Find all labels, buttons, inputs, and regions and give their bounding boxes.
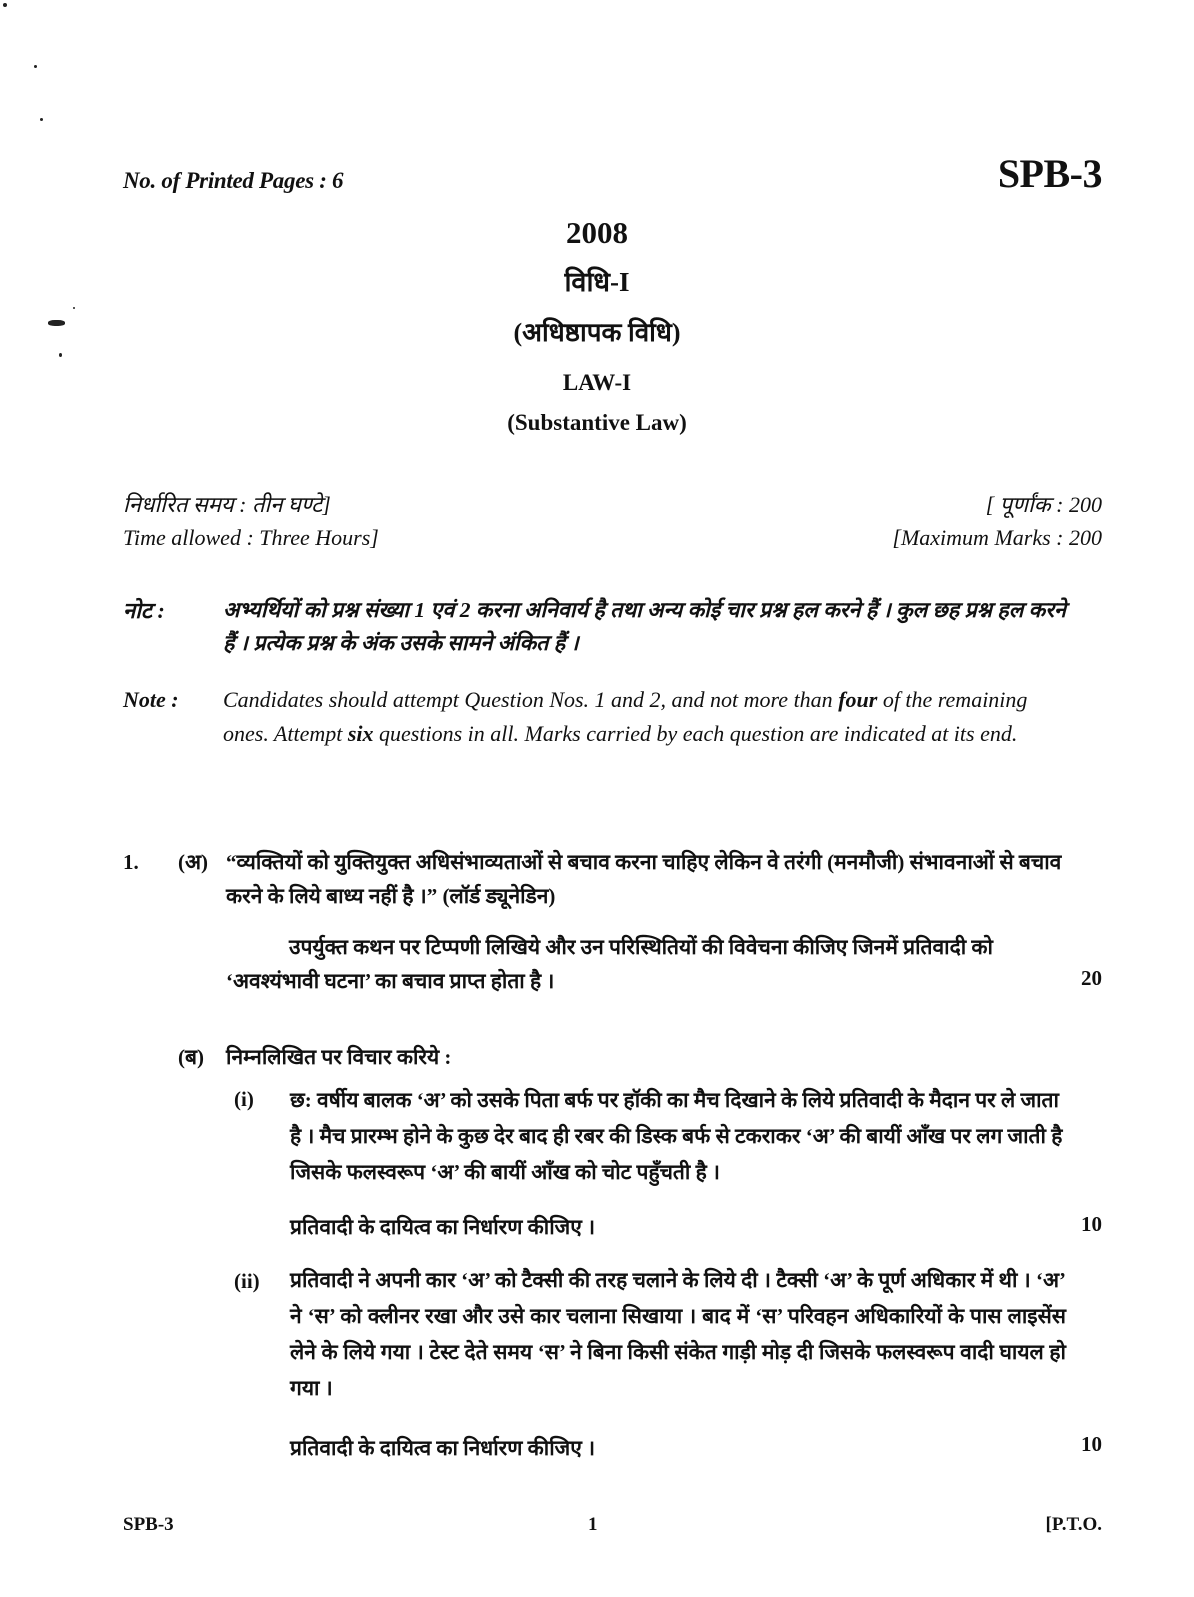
- title-english: LAW-I: [562, 370, 632, 395]
- scan-speck: [34, 65, 37, 68]
- note-emphasis: छह: [932, 598, 960, 622]
- marks-english: [Maximum Marks : 200: [892, 525, 1102, 550]
- note-text-segment: of the remaining ones. Attempt: [223, 687, 1028, 746]
- note-emphasis: चार: [725, 598, 754, 622]
- note-english: [123, 683, 1068, 751]
- subpart-i-marks: 10: [1081, 1212, 1102, 1236]
- page-number: 1: [588, 1514, 598, 1535]
- note-text-segment: प्रश्न हल करने हैं । प्रत्येक प्रश्न के अंक उसके सामने अंकित हैं ।: [223, 598, 1066, 655]
- note-text-segment: अभ्यर्थियों को प्रश्न संख्या 1 एवं 2 करना अनिवार्य है तथा अन्य कोई: [223, 598, 726, 622]
- scan-speck: [3, 3, 7, 7]
- printed-pages-count: No. of Printed Pages : 6: [123, 168, 344, 193]
- scan-speck: [73, 307, 75, 309]
- subpart-ii-label: (ii): [234, 1269, 260, 1293]
- marks-hindi: [ पूर्णांक : 200: [985, 492, 1102, 517]
- note-emphasis: six: [347, 721, 374, 746]
- scan-speck: [40, 118, 43, 121]
- note-english-label: Note :: [123, 687, 179, 712]
- please-turn-over: [P.T.O.: [1045, 1514, 1102, 1535]
- subpart-ii-marks: 10: [1081, 1432, 1102, 1456]
- subtitle-hindi: (अधिष्ठापक विधि): [513, 318, 681, 347]
- part-b-intro: निम्नलिखित पर विचार करिये :: [226, 1045, 452, 1069]
- note-text-segment: questions in all. Marks carried by each question are indicated at its end.: [373, 721, 1018, 746]
- time-hindi: निर्धारित समय : तीन घण्टे]: [123, 492, 331, 517]
- part-a-label: (अ): [178, 850, 209, 874]
- note-hindi: [123, 594, 1068, 660]
- subpart-ii-ask: प्रतिवादी के दायित्व का निर्धारण कीजिए ।: [290, 1436, 596, 1460]
- footer-paper-code: SPB-3: [123, 1514, 174, 1535]
- scan-speck: [59, 353, 62, 357]
- paper-code: SPB-3: [997, 151, 1102, 196]
- part-a-marks: 20: [1081, 966, 1102, 990]
- time-english: Time allowed : Three Hours]: [123, 525, 379, 550]
- note-text-segment: प्रश्न हल करने हैं । कुल: [753, 598, 933, 622]
- note-text-segment: Candidates should attempt Question Nos. 1 and 2, and not more than: [223, 687, 839, 712]
- subpart-i-label: (i): [234, 1087, 254, 1111]
- part-b-label: (ब): [178, 1045, 204, 1069]
- subtitle-english: (Substantive Law): [507, 410, 687, 435]
- note-emphasis: four: [838, 687, 878, 712]
- part-a-quote: “व्यक्तियों को युक्तियुक्त अधिसंभाव्यताओं से बचाव करना चाहिए लेकिन वे तरंगी (मनमौजी) संभावनाओं से बचाव करने के लिये बाध्य नहीं है ।” (लॉर्ड ड्यूनेडिन): [226, 850, 1062, 908]
- maximum-marks: [892, 488, 1102, 554]
- exam-year: 2008: [566, 215, 628, 250]
- note-hindi-label: नोट :: [123, 598, 165, 623]
- note-hindi-text: [223, 594, 1068, 660]
- part-a-instruction: उपर्युक्त कथन पर टिप्पणी लिखिये और उन परिस्थितियों की विवेचना कीजिए जिनमें प्रतिवादी को ‘अवश्यंभावी घटना’ का बचाव प्राप्त होता है ।: [226, 935, 994, 993]
- subpart-i-ask: प्रतिवादी के दायित्व का निर्धारण कीजिए ।: [290, 1215, 596, 1239]
- note-english-text: [223, 683, 1068, 751]
- time-allowed: [123, 488, 379, 554]
- subpart-ii-text: प्रतिवादी ने अपनी कार ‘अ’ को टैक्सी की तरह चलाने के लिये दी । टैक्सी ‘अ’ के पूर्ण अधिकार में थी । ‘अ’ ने ‘स’ को क्लीनर रखा और उसे कार चलाना सिखाया । बाद में ‘स’ परिवहन अधिकारियों के पास लाइसेंस लेने के लिये गया । टेस्ट देते समय ‘स’ ने बिना किसी संकेत गाड़ी मोड़ दी जिसके फलस्वरूप वादी घायल हो गया ।: [290, 1268, 1066, 1400]
- subpart-i-text: छ: वर्षीय बालक ‘अ’ को उसके पिता बर्फ पर हॉकी का मैच दिखाने के लिये प्रतिवादी के मैदान पर ले जाता है । मैच प्रारम्भ होने के कुछ देर बाद ही रबर की डिस्क बर्फ से टकराकर ‘अ’ की बायीं आँख पर लग जाती है जिसके फलस्वरूप ‘अ’ की बायीं आँख को चोट पहुँचती है ।: [290, 1088, 1063, 1184]
- title-hindi: विधि-I: [564, 267, 630, 297]
- question-number: 1.: [123, 850, 139, 874]
